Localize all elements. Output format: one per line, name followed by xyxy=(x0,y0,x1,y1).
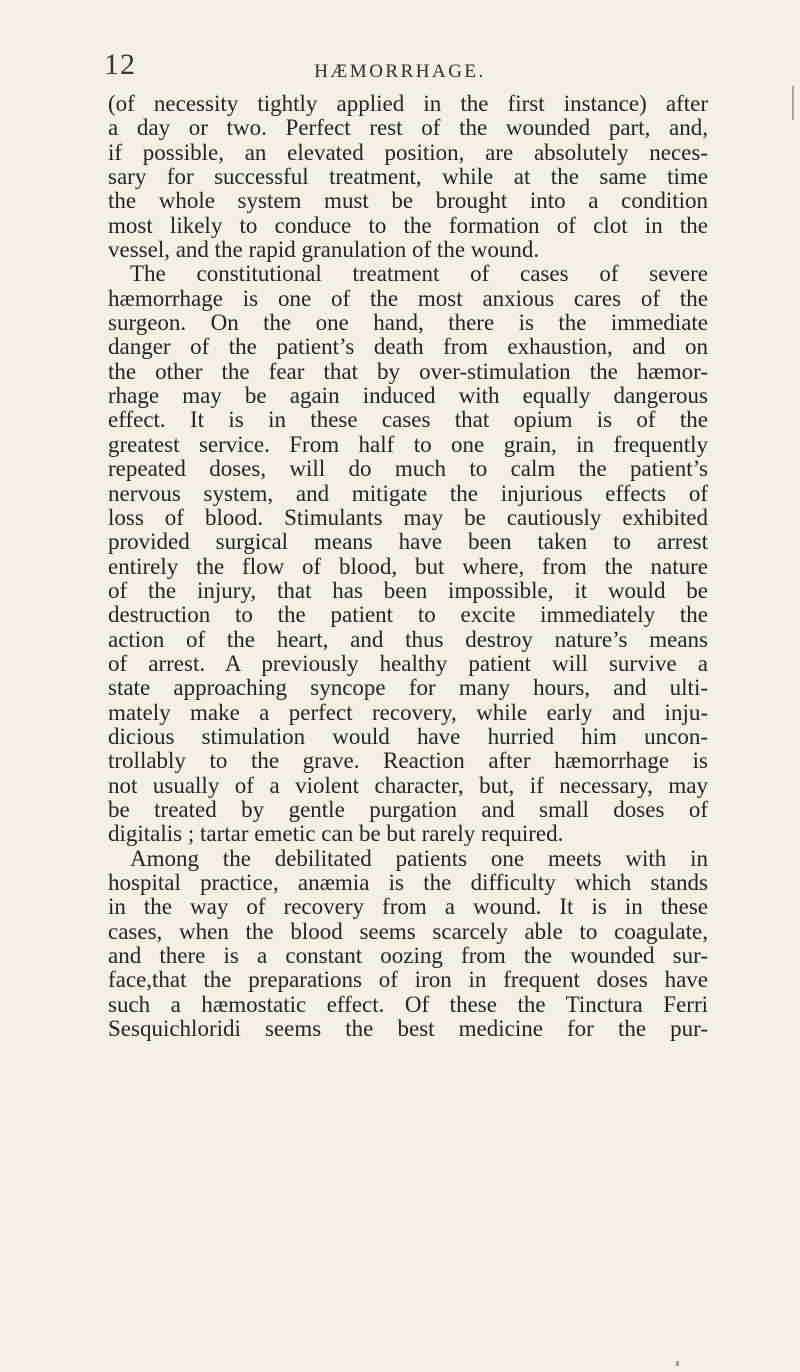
text-line: a day or two. Perfect rest of the wounded part, and, xyxy=(108,115,708,141)
text-line: state approaching syncope for many hours, and ulti- xyxy=(108,675,708,701)
text-line: repeated doses, will do much to calm the patient’s xyxy=(108,456,708,482)
text-line: in the way of recovery from a wound. It is in these xyxy=(108,894,708,920)
text-line: action of the heart, and thus destroy nature’s means xyxy=(108,626,708,652)
text-line: sary for successful treatment, while at the same time xyxy=(108,164,708,190)
text-line: rhage may be again induced with equally dangerous xyxy=(108,383,708,409)
text-line: greatest service. From half to one grain, in frequently xyxy=(108,431,708,457)
text-line: dicious stimulation would have hurried him uncon- xyxy=(108,723,708,749)
margin-mark xyxy=(792,86,794,120)
text-line: Sesquichloridi seems the best medicine for the pur- xyxy=(108,1016,708,1042)
text-line: mately make a perfect recovery, while early and inju- xyxy=(108,699,708,725)
body-text xyxy=(108,92,708,1041)
text-line: hæmorrhage is one of the most anxious cares of the xyxy=(108,285,708,311)
text-line: Among the debilitated patients one meets with in xyxy=(130,845,708,871)
text-line: face,that the preparations of iron in frequent doses have xyxy=(108,967,708,993)
text-line: The constitutional treatment of cases of severe xyxy=(130,261,708,287)
text-line: entirely the flow of blood, but where, from the nature xyxy=(108,553,708,579)
text-line: hospital practice, anæmia is the difficulty which stands xyxy=(108,870,708,895)
text-line: of the injury, that has been impossible, it would be xyxy=(108,577,708,603)
text-line: cases, when the blood seems scarcely able to coagulate, xyxy=(108,918,708,944)
text-line: such a hæmostatic effect. Of these the Tinctura Ferri xyxy=(108,991,708,1017)
running-head: HÆMORRHAGE. xyxy=(314,61,486,82)
text-line: vessel, and the rapid granulation of the wound. xyxy=(108,237,540,263)
text-line: (of necessity tightly applied in the first instance) after xyxy=(108,91,708,116)
text-line: the whole system must be brought into a condition xyxy=(108,188,708,214)
text-line: digitalis ; tartar emetic can be but rarely required. xyxy=(108,821,564,847)
text-line: loss of blood. Stimulants may be cautiously exhibited xyxy=(108,504,708,530)
text-line: be treated by gentle purgation and small doses of xyxy=(108,796,708,822)
text-line: of arrest. A previously healthy patient will survive a xyxy=(108,650,708,676)
text-line: and there is a constant oozing from the wounded sur- xyxy=(108,943,708,969)
margin-dot xyxy=(676,1361,679,1366)
text-line: destruction to the patient to excite immediately the xyxy=(108,602,708,628)
text-line: surgeon. On the one hand, there is the immediate xyxy=(108,310,708,336)
text-line: nervous system, and mitigate the injurious effects of xyxy=(108,480,708,506)
text-line: danger of the patient’s death from exhaustion, and on xyxy=(108,334,708,360)
text-line: the other the fear that by over-stimulation the hæmor- xyxy=(108,358,708,384)
page-number: 12 xyxy=(104,48,136,81)
text-line: provided surgical means have been taken to arrest xyxy=(108,529,708,555)
text-line: most likely to conduce to the formation of clot in the xyxy=(108,212,708,238)
text-line: trollably to the grave. Reaction after hæmorrhage is xyxy=(108,748,708,774)
text-line: if possible, an elevated position, are absolutely neces- xyxy=(108,139,708,165)
text-line: not usually of a violent character, but, if necessary, may xyxy=(108,772,708,798)
text-line: effect. It is in these cases that opium is of the xyxy=(108,407,708,433)
